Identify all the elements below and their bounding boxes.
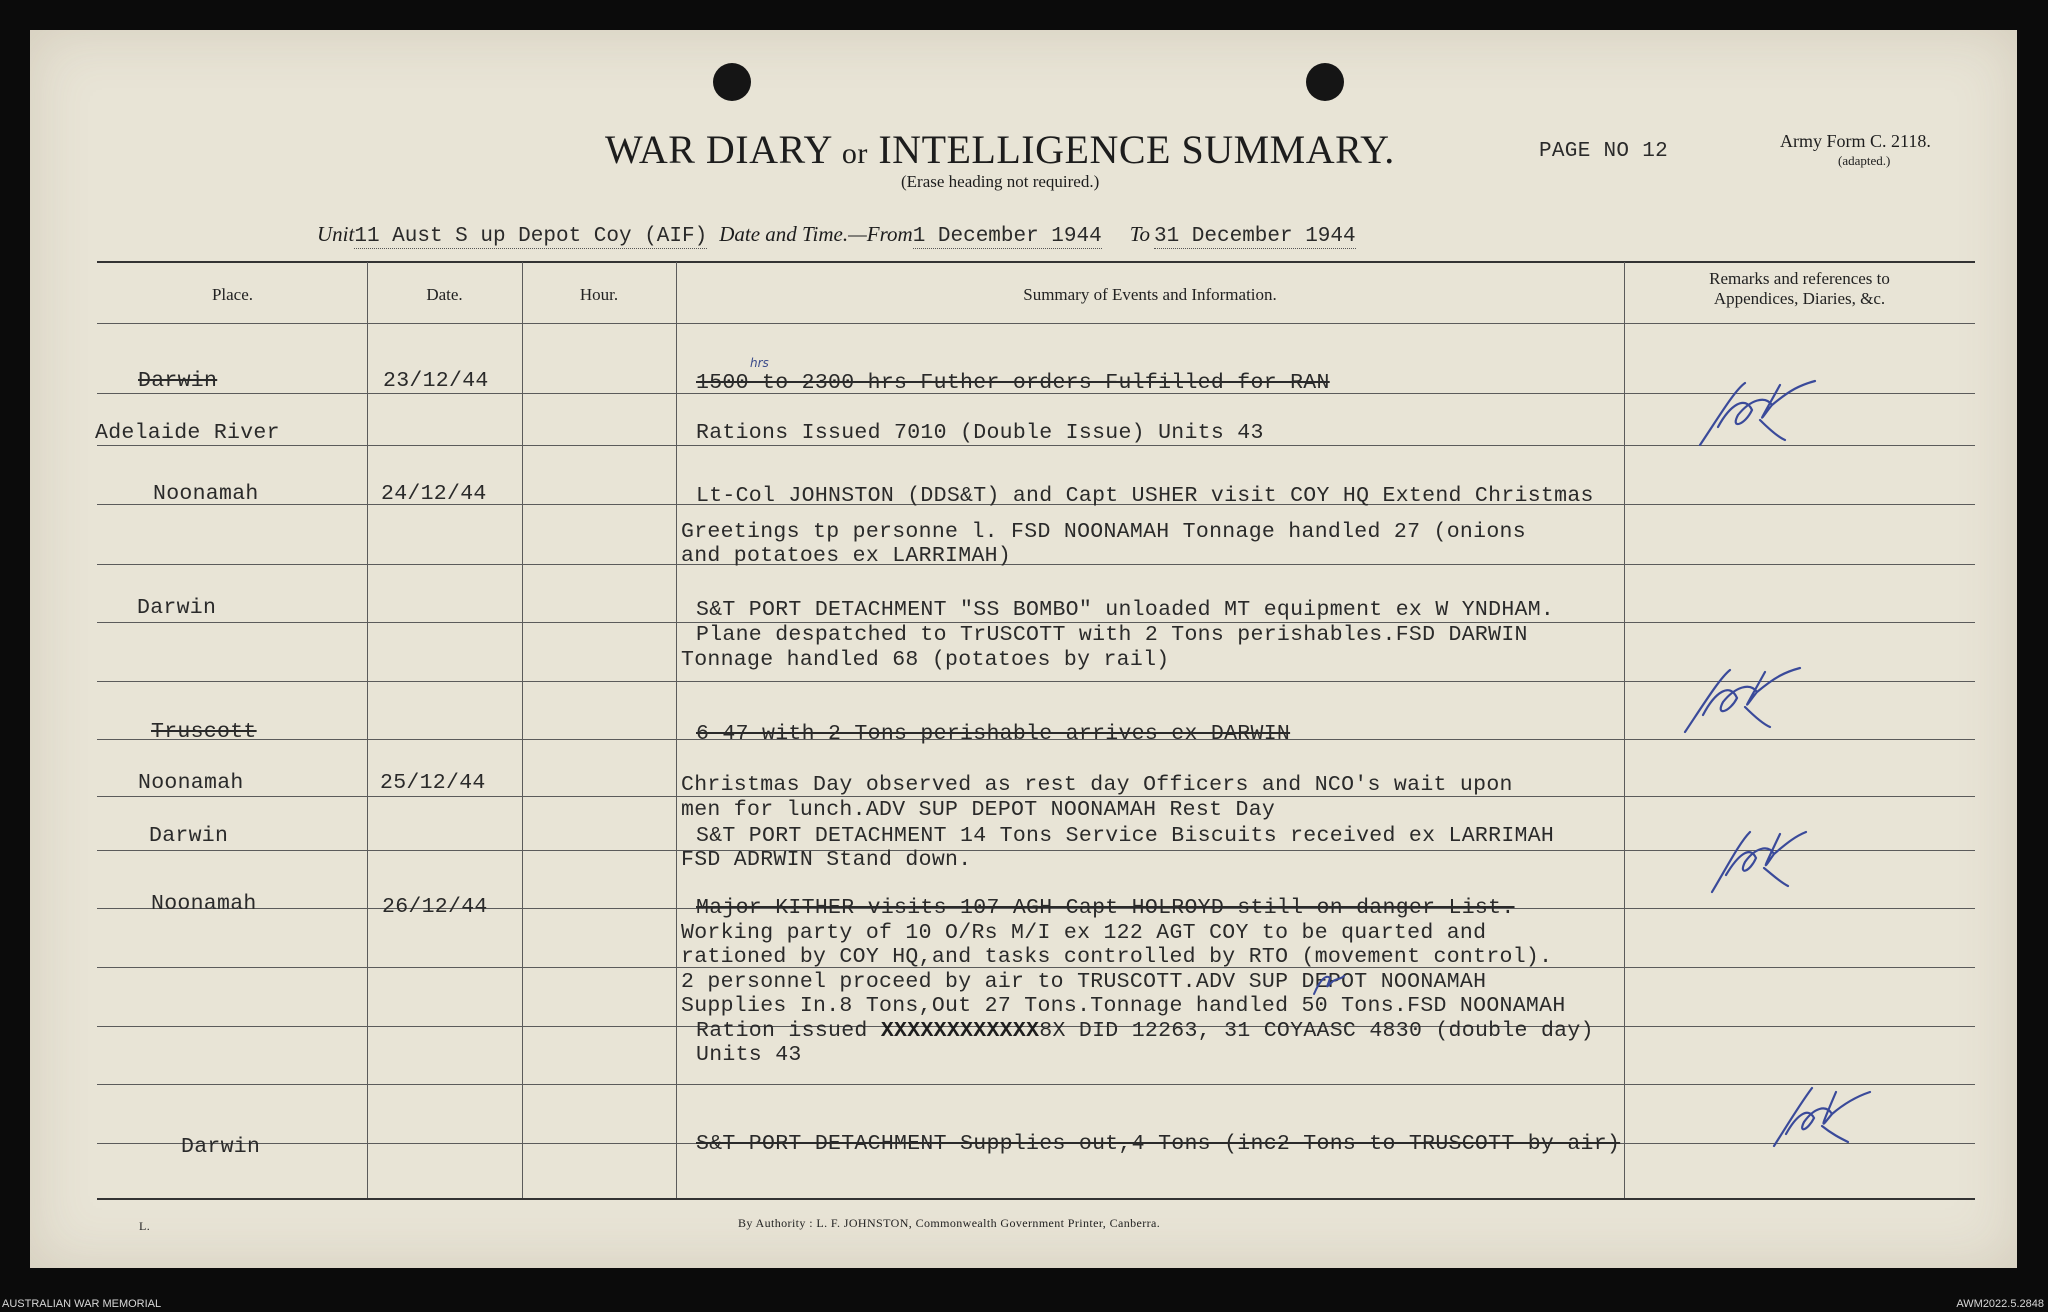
summary-line: and potatoes ex LARRIMAH) xyxy=(681,544,1012,568)
title-war-diary: WAR DIARY xyxy=(605,127,832,172)
header-rule xyxy=(97,323,1975,324)
summary-line: Tonnage handled 68 (potatoes by rail) xyxy=(681,648,1170,672)
summary-line: S&T PORT DETACHMENT 14 Tons Service Biscuits received ex LARRIMAH xyxy=(696,824,1555,848)
entry-place: Darwin xyxy=(181,1135,261,1159)
handwritten-correction xyxy=(1310,970,1350,1000)
title-or: or xyxy=(841,137,868,170)
punch-hole xyxy=(713,63,751,101)
summary-line: rationed by COY HQ,and tasks controlled by RTO (movement control). xyxy=(681,945,1553,969)
to-label: To xyxy=(1129,222,1150,246)
table-top-rule xyxy=(97,261,1975,263)
summary-line: 2 personnel proceed by air to TRUSCOTT.ADV SUP DEPOT NOONAMAH xyxy=(681,970,1487,994)
diary-page xyxy=(30,30,2017,1268)
col-header-date: Date. xyxy=(426,285,463,304)
summary-line: Major KITHER visits 107 AGH Capt HOLROYD still on danger List. xyxy=(696,896,1515,920)
col-header-hour: Hour. xyxy=(579,285,619,304)
entry-place: Adelaide River xyxy=(95,421,280,445)
entry-place: Darwin xyxy=(149,824,229,848)
form-title xyxy=(605,126,1395,173)
col-header-remarks xyxy=(1624,269,1975,309)
handwritten-initials xyxy=(1690,375,1820,455)
summary-line: S&T PORT DETACHMENT Supplies out,4 Tons (inc2 Tons to TRUSCOTT by air) xyxy=(696,1132,1621,1156)
entry-date: 25/12/44 xyxy=(380,771,486,795)
from-date: 1 December 1944 xyxy=(912,225,1102,248)
summary-line: Units 43 xyxy=(696,1043,802,1067)
handwritten-initials xyxy=(1766,1076,1876,1156)
summary-line: Lt-Col JOHNSTON (DDS&T) and Capt USHER visit COY HQ Extend Christmas xyxy=(696,484,1594,508)
ration-issued-text: Ration issued xyxy=(696,1019,881,1043)
col-divider xyxy=(367,262,368,1198)
erase-note: (Erase heading not required.) xyxy=(901,172,1100,191)
entry-date: 26/12/44 xyxy=(382,895,488,919)
entry-place: Truscott xyxy=(151,720,257,744)
summary-line: men for lunch.ADV SUP DEPOT NOONAMAH Rest Day xyxy=(681,798,1276,822)
entry-place: Noonamah xyxy=(151,892,257,916)
unit-value: 11 Aust S up Depot Coy (AIF) xyxy=(354,225,708,248)
entry-date: 24/12/44 xyxy=(381,482,487,506)
remarks-header-line-1: Remarks and references to xyxy=(1709,269,1890,288)
col-divider xyxy=(1624,262,1625,1198)
entry-place: Darwin xyxy=(137,596,217,620)
handwritten-initials xyxy=(1675,660,1805,740)
col-divider xyxy=(676,262,677,1198)
summary-line: Supplies In.8 Tons,Out 27 Tons.Tonnage handled 50 Tons.FSD NOONAMAH xyxy=(681,994,1566,1018)
archive-id: AWM2022.5.2848 xyxy=(1956,1298,2044,1310)
archive-credit: AUSTRALIAN WAR MEMORIAL xyxy=(2,1298,162,1310)
to-date: 31 December 1944 xyxy=(1153,225,1356,248)
summary-line: Rations Issued 7010 (Double Issue) Units 43 xyxy=(696,421,1264,445)
unit-label: Unit xyxy=(317,222,355,246)
summary-line: FSD ADRWIN Stand down. xyxy=(681,848,972,872)
overtyped-x-text: XXXXXXXXXXXX xyxy=(880,1019,1040,1043)
entry-date: 23/12/44 xyxy=(383,369,489,393)
col-header-summary: Summary of Events and Information. xyxy=(1023,285,1277,304)
row-rule xyxy=(97,1084,1975,1085)
entry-place: Noonamah xyxy=(138,771,244,795)
entry-place: Noonamah xyxy=(153,482,259,506)
row-rule xyxy=(97,850,1975,851)
handwritten-initials xyxy=(1700,820,1810,900)
summary-line: Greetings tp personne l. FSD NOONAMAH Tonnage handled 27 (onions xyxy=(681,520,1526,544)
table-bottom-rule xyxy=(97,1198,1975,1200)
summary-line: Plane despatched to TrUSCOTT with 2 Tons perishables.FSD DARWIN xyxy=(696,623,1528,647)
printer-authority: By Authority : L. F. JOHNSTON, Commonwealth Government Printer, Canberra. xyxy=(738,1216,1161,1230)
army-form-adapted: (adapted.) xyxy=(1838,153,1891,168)
col-divider xyxy=(522,262,523,1198)
summary-line: S&T PORT DETACHMENT "SS BOMBO" unloaded MT equipment ex W YNDHAM. xyxy=(696,598,1555,622)
punch-hole xyxy=(1306,63,1344,101)
unit-line xyxy=(317,222,1356,248)
summary-line: 1500 to 2300 hrs Futher orders Fulfilled for RAN xyxy=(696,371,1330,395)
summary-line: Working party of 10 O/Rs M/I ex 122 AGT COY to be quarted and xyxy=(681,921,1487,945)
page-number: PAGE NO 12 xyxy=(1539,140,1669,163)
summary-line xyxy=(696,1019,1594,1043)
summary-line: 6 47 with 2 Tons perishable arrives ex DARWIN xyxy=(696,722,1291,746)
summary-line: Christmas Day observed as rest day Officers and NCO's wait upon xyxy=(681,773,1513,797)
ration-issued-detail: 8X DID 12263, 31 COYAASC 4830 (double day) xyxy=(1039,1019,1594,1043)
date-time-label: Date and Time.—From xyxy=(719,222,913,246)
handwritten-hrs-note: hrs xyxy=(750,356,769,370)
army-form: Army Form C. 2118. xyxy=(1780,131,1931,151)
entry-place: Darwin xyxy=(138,369,218,393)
footer-mark: L. xyxy=(139,1219,151,1233)
title-intelligence-summary: INTELLIGENCE SUMMARY. xyxy=(878,127,1395,172)
remarks-header-line-2: Appendices, Diaries, &c. xyxy=(1713,289,1886,308)
col-header-place: Place. xyxy=(211,285,254,304)
row-rule xyxy=(97,564,1975,565)
